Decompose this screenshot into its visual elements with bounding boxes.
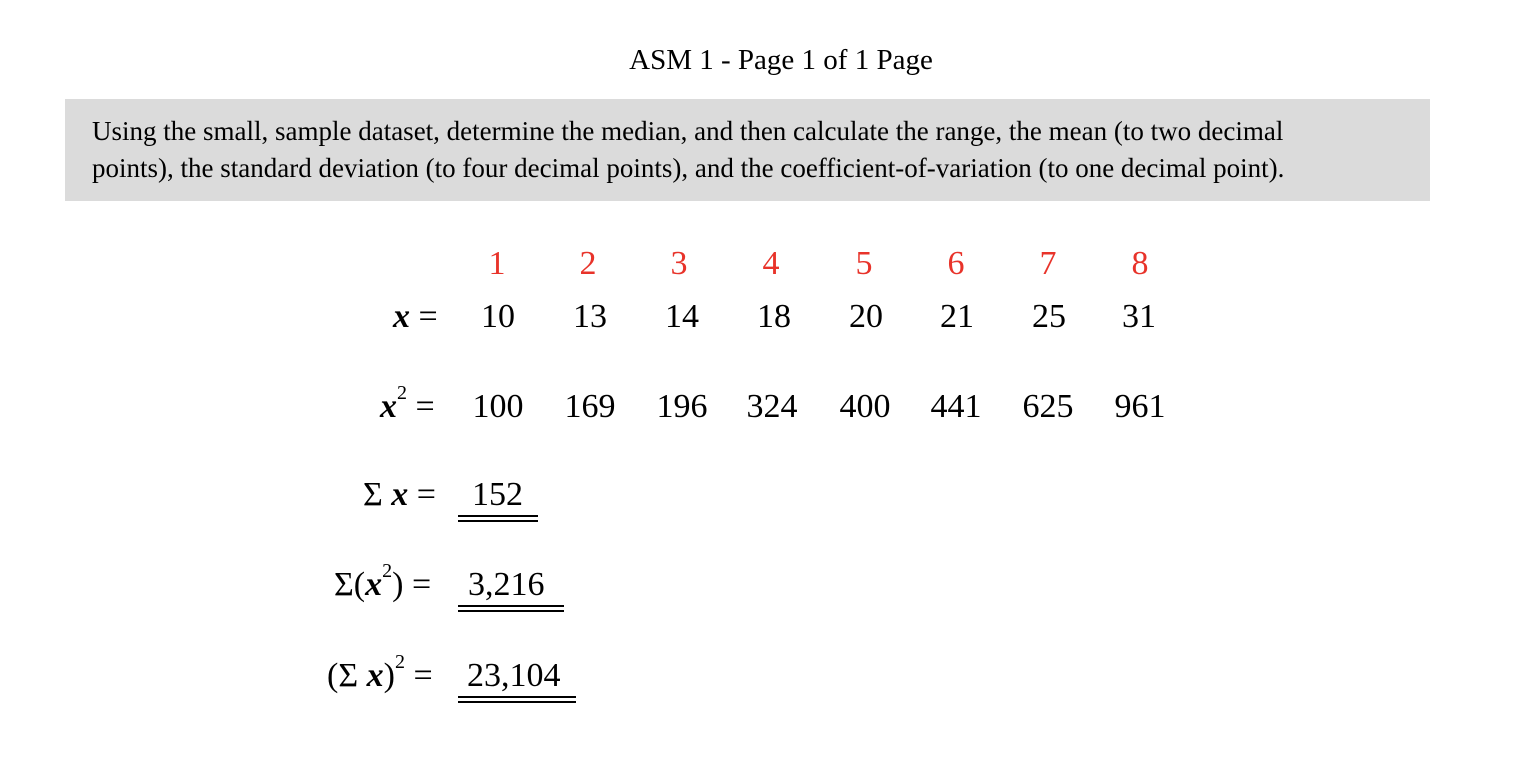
- x2-value-6: 441: [930, 388, 982, 425]
- sum-x-squared-double-underline: [458, 696, 576, 703]
- x-value-3: 14: [665, 298, 699, 335]
- sum-x-variable: x: [391, 476, 409, 513]
- page-title: ASM 1 - Page 1 of 1 Page: [629, 44, 933, 76]
- x-value-2: 13: [573, 298, 607, 335]
- sum-x-label: [363, 475, 436, 515]
- x-row-label: [393, 297, 438, 337]
- sum-x-squared-label: [327, 651, 433, 700]
- sum-x2-open: Σ(: [334, 566, 366, 603]
- sigma-symbol: Σ: [363, 476, 383, 513]
- x-value-4: 18: [757, 298, 791, 335]
- x-row-equals: =: [410, 298, 438, 335]
- x-value-5: 20: [849, 298, 883, 335]
- index-3: 3: [670, 245, 688, 282]
- sum-x-equals: =: [416, 476, 436, 513]
- x2-value-3: 196: [656, 388, 708, 425]
- sum-x-squared-exponent: 2: [394, 651, 405, 673]
- x-value-1: 10: [481, 298, 515, 335]
- x-value-7: 25: [1032, 298, 1066, 335]
- sum-x2-variable: x: [365, 566, 383, 603]
- index-4: 4: [762, 245, 780, 282]
- index-2: 2: [579, 245, 597, 282]
- sum-x2-exponent: 2: [382, 560, 393, 582]
- sum-x-squared-equals: =: [413, 657, 433, 694]
- sum-x2-label: [334, 560, 432, 609]
- x2-value-2: 169: [564, 388, 616, 425]
- index-8: 8: [1131, 245, 1149, 282]
- sum-x2-equals: =: [411, 566, 432, 603]
- sum-x-squared-value: 23,104: [467, 657, 561, 694]
- index-1: 1: [488, 245, 506, 282]
- index-5: 5: [855, 245, 873, 282]
- x-value-8: 31: [1122, 298, 1156, 335]
- x2-value-4: 324: [746, 388, 798, 425]
- instructions-box: [65, 99, 1430, 201]
- x2-variable: x: [380, 388, 397, 425]
- sum-x-value: 152: [472, 476, 523, 513]
- x2-row-equals: =: [407, 388, 435, 425]
- x2-row-label: [380, 382, 435, 431]
- instructions-line-1: Using the small, sample dataset, determine the median, and then calculate the range, the mean (to two decimal: [92, 116, 1284, 146]
- x-value-6: 21: [940, 298, 974, 335]
- index-7: 7: [1039, 245, 1057, 282]
- sum-x-squared-close: ): [383, 657, 395, 694]
- x-variable: x: [393, 298, 410, 335]
- index-6: 6: [947, 245, 965, 282]
- x2-value-7: 625: [1022, 388, 1074, 425]
- sum-x2-double-underline: [458, 605, 564, 612]
- x2-value-8: 961: [1114, 388, 1166, 425]
- sum-x-squared-open: (Σ: [327, 657, 359, 694]
- sum-x-double-underline: [458, 515, 538, 522]
- x2-value-1: 100: [472, 388, 524, 425]
- sum-x-squared-variable: x: [366, 657, 384, 694]
- sum-x2-close: ): [392, 566, 404, 603]
- x2-exponent: 2: [397, 382, 407, 404]
- sum-x2-value: 3,216: [468, 566, 545, 603]
- instructions-line-2: points), the standard deviation (to four decimal points), and the coefficient-of-variation (to one decimal point).: [92, 153, 1285, 183]
- x2-value-5: 400: [839, 388, 891, 425]
